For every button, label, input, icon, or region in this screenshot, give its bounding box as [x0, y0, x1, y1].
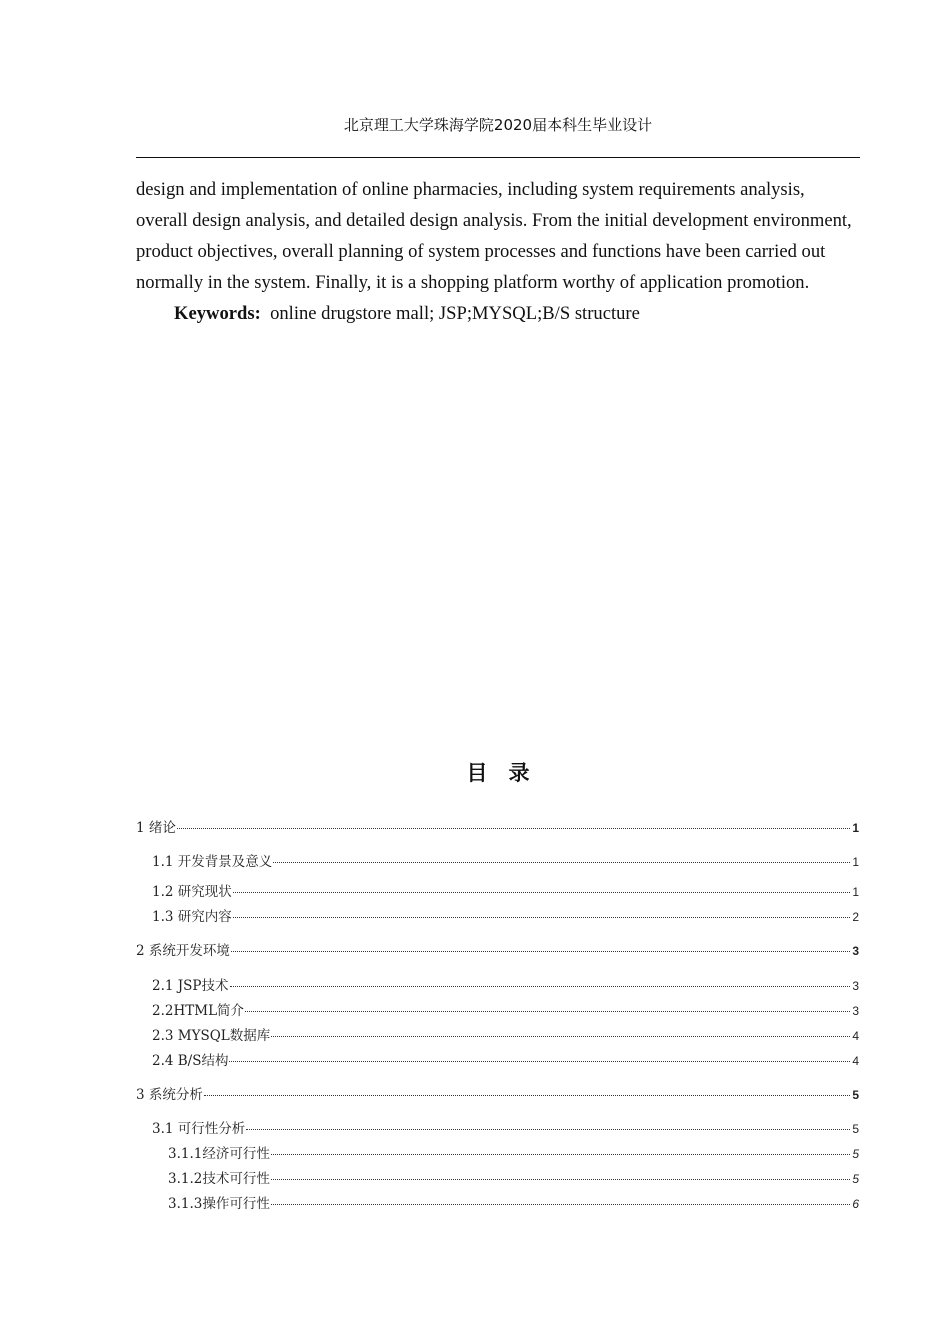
toc-entry-text: 1.2 研究现状: [152, 884, 232, 900]
toc-page-number: 1: [852, 821, 859, 835]
abstract-paragraph: design and implementation of online pharmacies, including system requirements analysis, overall design analysis, and detailed design analysis. From the initial development environment, product objectives, overall planning of system processes and functions have been carried out normally in the system. Finally, it is a shopping platform worthy of application promotion.: [136, 179, 852, 293]
keywords-value: online drugstore mall; JSP;MYSQL;B/S structure: [270, 303, 640, 324]
header-divider: [136, 157, 860, 158]
toc-page-number: 2: [852, 910, 859, 924]
abstract-section: [136, 174, 860, 329]
toc-leader: [271, 1036, 850, 1037]
toc-entry-text: 1 绪论: [136, 820, 176, 836]
toc-entry-3-1-3[interactable]: [168, 1192, 859, 1212]
toc-page-number: 3: [852, 944, 859, 958]
toc-entry-3[interactable]: [136, 1083, 859, 1103]
toc-title: 目 录: [466, 761, 530, 785]
toc-leader: [245, 1011, 850, 1012]
toc-leader: [233, 917, 851, 918]
toc-page-number: 5: [852, 1172, 859, 1186]
toc-page-number: 3: [852, 979, 859, 993]
toc-page-number: 5: [852, 1147, 859, 1161]
toc-entry-3-1-1[interactable]: [168, 1142, 859, 1162]
keywords-label: Keywords:: [174, 303, 261, 324]
toc-page-number: 4: [852, 1029, 859, 1043]
toc-leader: [246, 1129, 850, 1130]
toc-entry-text: 1.3 研究内容: [152, 909, 232, 925]
toc-entry-1-2[interactable]: [152, 880, 859, 900]
toc-entry-2-2[interactable]: [152, 999, 859, 1019]
toc-entry-text: 2.1 JSP技术: [152, 978, 229, 994]
toc-leader: [273, 862, 850, 863]
toc-entry-text: 3 系统分析: [136, 1087, 203, 1103]
toc-entry-text: 1.1 开发背景及意义: [152, 854, 273, 870]
page-header: 北京理工大学珠海学院2020届本科生毕业设计: [343, 116, 653, 134]
toc-entry-2-1[interactable]: [152, 974, 859, 994]
toc-entry-2-3[interactable]: [152, 1024, 859, 1044]
toc-leader: [229, 1061, 850, 1062]
toc-entry-1-1[interactable]: [152, 850, 859, 870]
toc-entry-2[interactable]: [136, 939, 859, 959]
toc-leader: [177, 828, 850, 829]
toc-entry-text: 3.1 可行性分析: [152, 1121, 246, 1137]
toc-leader: [231, 951, 850, 952]
toc-page-number: 5: [852, 1122, 859, 1136]
toc-entry-text: 2.2HTML简介: [152, 1003, 245, 1019]
toc-page-number: 1: [852, 855, 859, 869]
toc-entry-text: 2.4 B/S结构: [152, 1053, 229, 1069]
toc-leader: [271, 1204, 850, 1205]
toc-entry-3-1[interactable]: [152, 1117, 859, 1137]
toc-entry-text: 2.3 MYSQL数据库: [152, 1028, 271, 1044]
toc-page-number: 1: [852, 885, 859, 899]
toc-entry-text: 3.1.2技术可行性: [168, 1171, 270, 1187]
toc-entry-1-3[interactable]: [152, 905, 859, 925]
toc-page-number: 5: [852, 1088, 859, 1102]
toc-entry-2-4[interactable]: [152, 1049, 859, 1069]
toc-page-number: 3: [852, 1004, 859, 1018]
toc-leader: [204, 1095, 850, 1096]
toc-entry-text: 2 系统开发环境: [136, 943, 230, 959]
toc-leader: [230, 986, 851, 987]
toc-entry-text: 3.1.3操作可行性: [168, 1196, 270, 1212]
toc-page-number: 6: [852, 1197, 859, 1211]
toc-leader: [271, 1154, 850, 1155]
toc-entry-text: 3.1.1经济可行性: [168, 1146, 270, 1162]
keywords-line: [136, 298, 860, 329]
toc-entry-1[interactable]: [136, 816, 859, 836]
toc-leader: [233, 892, 851, 893]
toc-page-number: 4: [852, 1054, 859, 1068]
toc-leader: [271, 1179, 850, 1180]
toc-entry-3-1-2[interactable]: [168, 1167, 859, 1187]
